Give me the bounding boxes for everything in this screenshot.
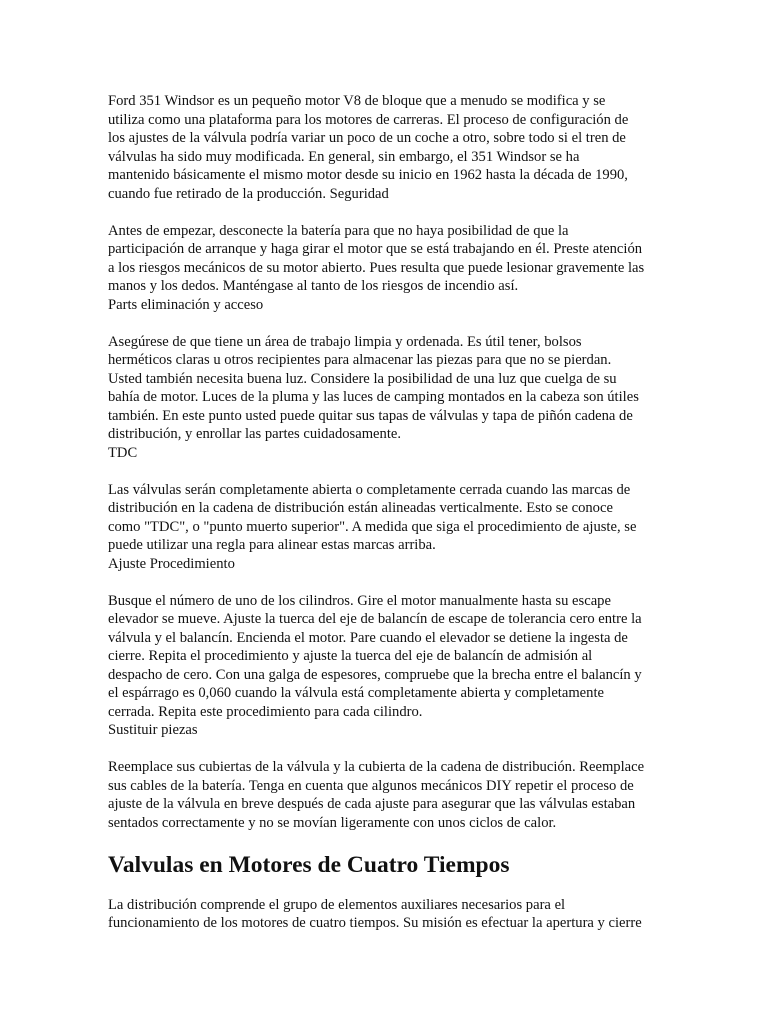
text-line: cerrada. Repita este procedimiento para cada cilindro. [108,703,423,720]
text-line: Asegúrese de que tiene un área de trabajo limpia y ordenada. Es útil tener, bolsos [108,333,582,350]
text-line: mantenido básicamente el mismo motor desde su inicio en 1962 hasta la década de 1990, [108,167,628,183]
text-line: elevador se mueve. Ajuste la tuerca del eje de balancín de escape de tolerancia cero entre la [108,611,642,627]
paragraph-replace [108,758,664,832]
text-line: sus cables de la batería. Tenga en cuenta que algunos mecánicos DIY repetir el proceso de [108,777,634,794]
text-line: participación de arranque y haga girar el motor que se está trabajando en él. Preste atención [108,241,643,257]
paragraph-procedure [108,592,664,740]
section-heading: Valvulas en Motores de Cuatro Tiempos [108,851,510,878]
text-line: despacho de cero. Con una galga de espesores, compruebe que la brecha entre el balancín y [108,666,642,683]
paragraph-workspace [108,333,664,463]
text-line: distribución, y enrollar las partes cuidadosamente. [108,426,402,442]
section-label: TDC [108,444,138,461]
text-line: también. En este punto usted puede quitar sus tapas de válvulas y tapa de piñón cadena de [108,407,633,424]
text-line: válvulas ha sido muy modificada. En general, sin embargo, el 351 Windsor se ha [108,148,580,165]
text-line: cuando fue retirado de la producción. Seguridad [108,185,389,202]
paragraph-tdc [108,481,664,574]
text-line: herméticos claras u otros recipientes para almacenar las piezas para que no se pierdan. [108,352,612,368]
text-line: Reemplace sus cubiertas de la válvula y la cubierta de la cadena de distribución. Reemplace [108,759,645,775]
text-line: bahía de motor. Luces de la pluma y las luces de camping montados en la cabeza son útiles [108,389,639,405]
text-line: puede utilizar una regla para alinear estas marcas arriba. [108,537,436,553]
text-line: el espárrago es 0,060 cuando la válvula está completamente abierta y completamente [108,685,604,701]
text-line: sentados correctamente y no se movían ligeramente con unos ciclos de calor. [108,814,557,831]
text-line: Ford 351 Windsor es un pequeño motor V8 de bloque que a menudo se modifica y se [108,93,606,109]
text-line: La distribución comprende el grupo de elementos auxiliares necesarios para el [108,896,566,913]
text-line: manos y los dedos. Manténgase al tanto de los riesgos de incendio así. [108,278,519,294]
section-label: Sustituir piezas [108,722,198,738]
text-line: como "TDC", o "punto muerto superior". A medida que siga el procedimiento de ajuste, se [108,518,637,535]
text-line: Las válvulas serán completamente abierta o completamente cerrada cuando las marcas de [108,481,631,498]
text-line: utiliza como una plataforma para los motores de carreras. El proceso de configuración de [108,111,629,128]
text-line: válvula y el balancín. Encienda el motor. Pare cuando el elevador se detiene la ingesta de [108,629,628,646]
paragraph-distribution [108,896,664,933]
text-line: cierre. Repita el procedimiento y ajuste la tuerca del eje de balancín de admisión al [108,648,593,664]
text-line: funcionamiento de los motores de cuatro tiempos. Su misión es efectuar la apertura y cierre [108,915,642,931]
text-line: distribución en la cadena de distribución están alineadas verticalmente. Esto se conoce [108,500,613,516]
text-line: ajuste de la válvula en breve después de cada ajuste para asegurar que las válvulas estaban [108,796,636,812]
paragraph-safety [108,222,664,315]
paragraph-intro [108,92,664,203]
text-line: los ajustes de la válvula podría variar un poco de un coche a otro, sobre todo si el tren de [108,130,626,146]
text-line: a los riesgos mecánicos de su motor abierto. Pues resulta que puede lesionar gravemente las [108,259,645,276]
text-line: Usted también necesita buena luz. Considere la posibilidad de una luz que cuelga de su [108,370,617,387]
section-label: Ajuste Procedimiento [108,555,235,572]
text-line: Busque el número de uno de los cilindros. Gire el motor manualmente hasta su escape [108,592,611,609]
text-line: Antes de empezar, desconecte la batería para que no haya posibilidad de que la [108,222,569,239]
section-label: Parts eliminación y acceso [108,296,264,313]
document-page [108,92,664,951]
